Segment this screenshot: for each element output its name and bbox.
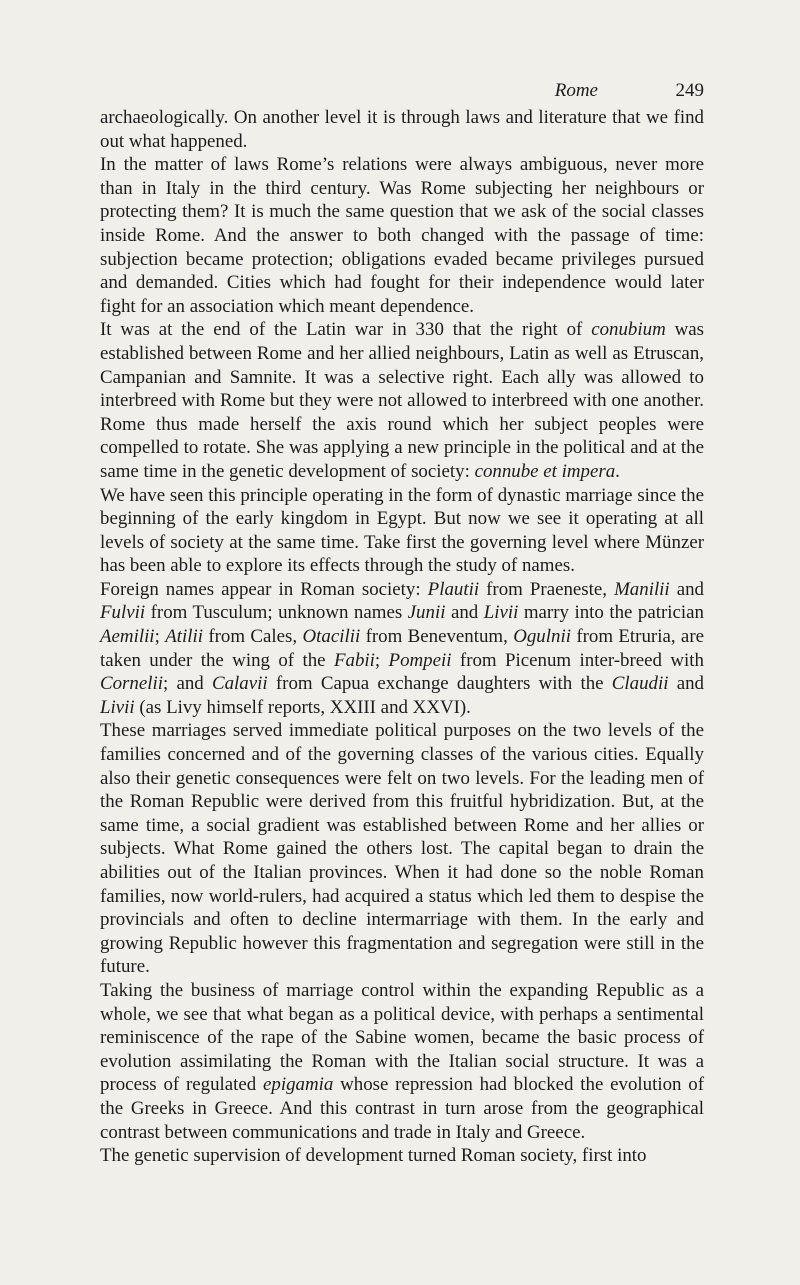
text-run: . — [615, 460, 620, 482]
text-run: Foreign names appear in Roman society: — [100, 578, 428, 600]
text-run: ; and — [162, 673, 213, 695]
paragraph-5 — [100, 578, 704, 720]
text-run: and — [668, 673, 704, 695]
paragraph-2 — [100, 153, 704, 318]
text-run: was established between Rome and her allied neighbours, Latin as well as Etruscan, Campanian and Samnite. It was a selective right. Each ally was allowed to interbreed with Rome but they were not allowed to interbreed with one another. Rome thus made herself the axis round which her subject peoples were compelled to rotate. She was applying a new principle in the political and at the same time in the genetic development of society: — [100, 319, 704, 482]
paragraph-8 — [100, 1144, 704, 1168]
italic-term: Claudii — [611, 673, 669, 695]
text-run: from Praeneste, — [479, 578, 615, 600]
paragraph-1 — [100, 106, 704, 153]
italic-term: Ogulnii — [513, 626, 571, 648]
paragraph-3 — [100, 318, 704, 483]
text-run: and — [669, 578, 705, 600]
page-number: 249 — [675, 80, 704, 101]
text-run: Taking the business of marriage control within the expanding Republic as a whole, we see that what began as a political device, with perhaps a sentimental reminiscence of the rape of the Sabine women, became the basic process of evolution assimilating the Roman with the Italian social structure. It was a process of regulated — [100, 979, 704, 1096]
running-title: Rome — [554, 80, 598, 101]
italic-term: conubium — [591, 319, 666, 341]
paragraph-6 — [100, 719, 704, 979]
italic-term: Cornelii — [100, 673, 163, 695]
text-run: We have seen this principle operating in the form of dynastic marriage since the beginning of the early kingdom in Egypt. But now we see it operating at all levels of society at the same time. Take first the governing level where Münzer has been able to explore its effects through the study of names. — [100, 484, 704, 577]
italic-term: Calavii — [212, 673, 268, 695]
text-run: from Picenum inter-breed with — [451, 649, 704, 671]
running-head — [100, 80, 704, 106]
text-run: from Beneventum, — [360, 626, 514, 648]
text-run: marry into the patrician — [518, 602, 704, 624]
text-run: from Capua exchange daughters with the — [267, 673, 612, 695]
italic-term: Manilii — [614, 578, 670, 600]
body-text — [100, 106, 704, 1168]
text-run: It was at the end of the Latin war in 330 that the right of — [100, 319, 592, 341]
italic-term: Atilii — [165, 626, 203, 648]
italic-term: epigamia — [263, 1074, 334, 1096]
paragraph-7 — [100, 979, 704, 1144]
italic-term: Fulvii — [100, 602, 146, 624]
text-run: These marriages served immediate political purposes on the two levels of the families concerned and of the governing classes of the various cities. Equally also their genetic consequences were felt on two levels. For the leading men of the Roman Republic were derived from this fruitful hybridization. But, at the same time, a social gradient was established between Rome and her allies or subjects. What Rome gained the others lost. The capital began to drain the abilities out of the Italian provinces. When it had done so the noble Roman families, now world-rulers, had acquired a status which led them to despise the provincials and often to decline intermarriage with them. In the early and growing Republic however this fragmentation and segregation were still in the future. — [100, 720, 704, 978]
italic-term: Fabii — [333, 649, 375, 671]
text-run: from Cales, — [202, 626, 303, 648]
text-run: ; — [154, 626, 166, 648]
text-run: In the matter of laws Rome’s relations were always ambiguous, never more than in Italy in the third century. Was Rome subjecting her neighbours or protecting them? It is much the same question that we ask of the social classes inside Rome. And the answer to both changed with the passage of time: subjection became protection; obligations evaded became privileges pursued and demanded. Cities which had fought for their independence would later fight for an association which meant dependence. — [100, 154, 704, 317]
text-run: The genetic supervision of development turned Roman society, first into — [100, 1145, 647, 1167]
italic-term: Plautii — [427, 578, 480, 600]
text-run: ; — [374, 649, 389, 671]
text-run: from Etruria, are taken under the wing of the — [100, 626, 704, 671]
text-run: from Tusculum; unknown names — [145, 602, 408, 624]
text-run: and — [445, 602, 484, 624]
italic-term: Livii — [100, 696, 135, 718]
italic-term: Livii — [483, 602, 519, 624]
italic-term: Aemilii — [100, 626, 155, 648]
italic-term: Otacilii — [302, 626, 361, 648]
text-run: whose repression had blocked the evolution of the Greeks in Greece. And this contrast in turn arose from the geographical contrast between communications and trade in Italy and Greece. — [100, 1074, 704, 1143]
italic-term: Junii — [407, 602, 446, 624]
italic-term: connube et impera — [474, 460, 616, 482]
paragraph-4 — [100, 484, 704, 578]
text-run: archaeologically. On another level it is through laws and literature that we find out what happened. — [100, 107, 704, 152]
italic-term: Pompeii — [388, 649, 452, 671]
text-run: (as Livy himself reports, XXIII and XXVI). — [134, 696, 471, 718]
